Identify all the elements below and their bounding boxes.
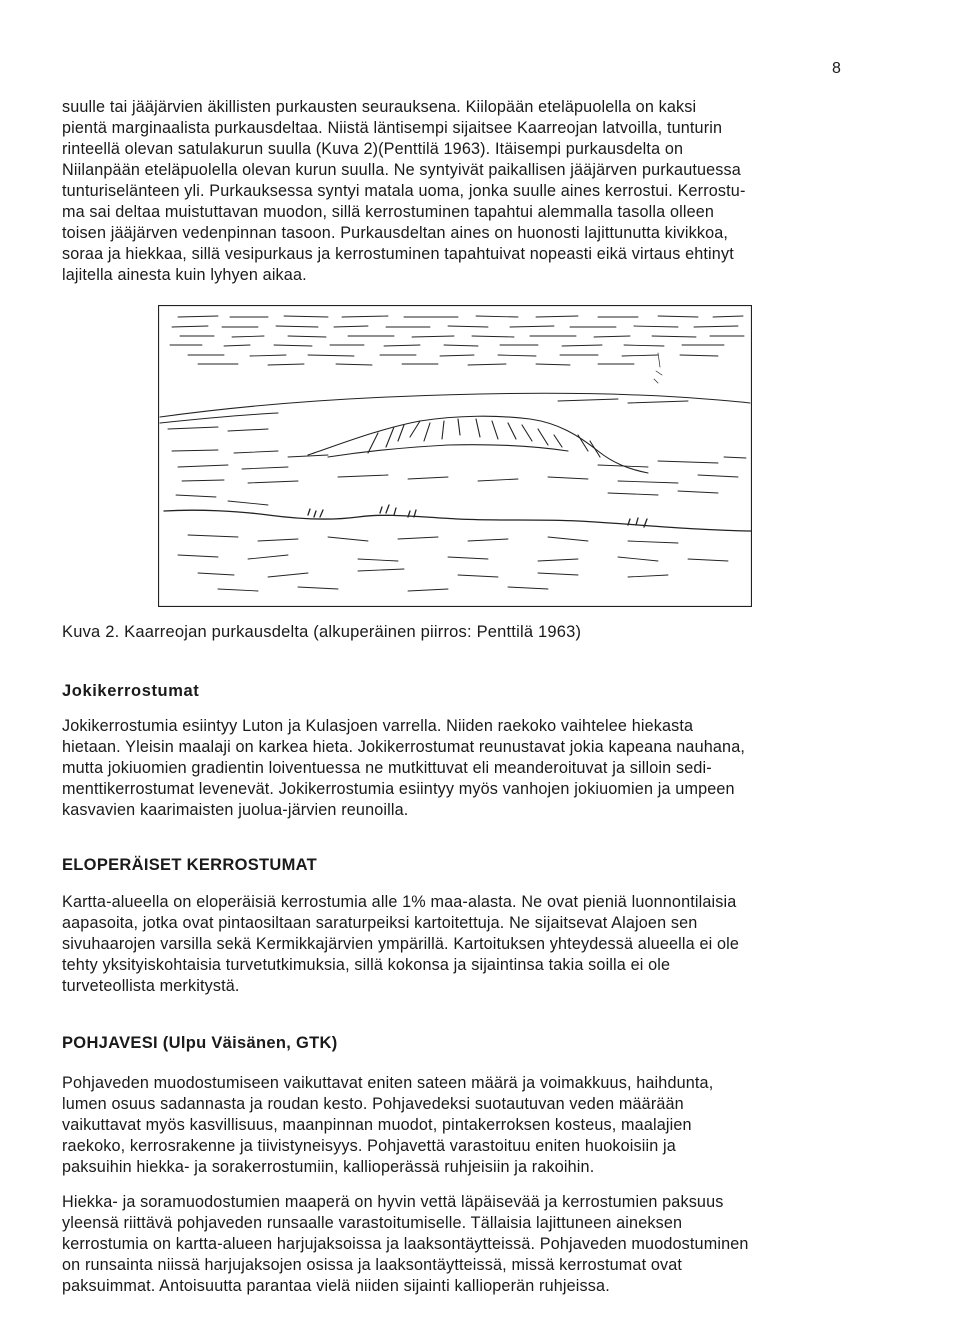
section-heading-pohjavesi: POHJAVESI (Ulpu Väisänen, GTK) <box>62 1034 338 1052</box>
text-line: mutta jokiuomien gradientin loiventuessa ne mutkittuvat eli meanderoituvat ja silloin sedi- <box>62 759 712 777</box>
text-line: Pohjaveden muodostumiseen vaikuttavat eniten sateen määrä ja voimakkuus, haihdunta, <box>62 1074 714 1092</box>
text-line: hietaan. Yleisin maalaji on karkea hieta. Jokikerrostumat reunustavat jokia kapeana nauhana, <box>62 738 745 756</box>
foreground-strokes <box>178 535 728 591</box>
text-line: Kartta-alueella on eloperäisiä kerrostumia alle 1% maa-alasta. Ne ovat pieniä luonnontilaisia <box>62 893 737 911</box>
intro-paragraph <box>62 97 842 286</box>
text-line: lajitella ainesta kuin lyhyen aikaa. <box>62 266 307 284</box>
page-number: 8 <box>832 60 841 77</box>
sky-strokes <box>170 316 744 365</box>
text-line: kasvavien kaarimaisten juolua-järvien reunoilla. <box>62 801 409 819</box>
text-line: paksuimmat. Antoisuutta parantaa vielä niiden sijainti kallioperän ruhjeissa. <box>62 1277 610 1295</box>
text-line: on runsainta niissä harjujaksojen osissa ja laaksontäytteissä, missä kerrostumat ovat <box>62 1256 683 1274</box>
shoreline-strokes <box>164 505 751 531</box>
figure-frame <box>159 306 752 607</box>
text-line: sivuhaarojen varsilla sekä Kermikkajärvien ympärillä. Kartoituksen yhteydessä alueella ei ole <box>62 935 740 953</box>
text-line: rinteellä olevan satulakurun suulla (Kuva 2)(Penttilä 1963). Itäisempi purkausdelta on <box>62 140 684 158</box>
midground-strokes <box>172 450 746 505</box>
text-line: soraa ja hiekkaa, sillä vesipurkaus ja kerrostuminen tapahtuivat nopeasti eikä virtaus ehtinyt <box>62 245 734 263</box>
section-heading-eloperaiset: ELOPERÄISET KERROSTUMAT <box>62 856 318 874</box>
text-line: turveteollista merkitystä. <box>62 977 240 995</box>
ridge-strokes <box>160 393 750 431</box>
eloperaiset-paragraph <box>62 892 842 997</box>
text-line: menttikerrostumat levenevät. Jokikerrostumia esiintyy myös vanhojen jokiuomien ja umpeen <box>62 780 735 798</box>
pohjavesi-paragraph-1 <box>62 1073 842 1178</box>
text-line: toisen jääjärven vedenpinnan tasoon. Purkausdeltan aines on huonosti lajittunutta kivikkoa, <box>62 224 729 242</box>
delta-sketch-drawing <box>158 305 752 607</box>
pohjavesi-paragraph-2 <box>62 1192 842 1297</box>
text-line: pientä marginaalista purkausdeltaa. Niistä läntisempi sijaitsee Kaarreojan latvoilla, tunturin <box>62 119 723 137</box>
text-line: Jokikerrostumia esiintyy Luton ja Kulasjoen varrella. Niiden raekoko vaihtelee hiekasta <box>62 717 694 735</box>
text-line: Niilanpään eteläpuolella olevan kurun suulla. Ne syntyivät paikallisen jääjärven purkautuessa <box>62 161 741 179</box>
text-line: paksuihin hiekka- ja sorakerrostumiin, kallioperässä ruhjeisiin ja rakoihin. <box>62 1158 595 1176</box>
text-line: Hiekka- ja soramuodostumien maaperä on hyvin vettä läpäisevää ja kerrostumien paksuus <box>62 1193 724 1211</box>
delta-sketch-figure <box>158 305 752 607</box>
jokikerrostumat-paragraph <box>62 716 842 821</box>
text-line: raekoko, kerrosrakenne ja tiivistyneisyys. Pohjavettä varastoituu eniten huokoisiin ja <box>62 1137 676 1155</box>
text-line: tehty yksityiskohtaisia turvetutkimuksia, sillä kokonsa ja sijaintinsa takia soilla ei ole <box>62 956 671 974</box>
section-heading-jokikerrostumat: Jokikerrostumat <box>62 682 200 700</box>
text-line: lumen osuus sadannasta ja roudan kesto. Pohjavedeksi suotautuvan veden määrään <box>62 1095 684 1113</box>
text-line: aapasoita, jotka ovat pintaosiltaan saraturpeiksi kartoitettuja. Ne sijaitsevat Alajoen sen <box>62 914 698 932</box>
text-line: suulle tai jääjärvien äkillisten purkausten seurauksena. Kiilopään eteläpuolella on kaksi <box>62 98 697 116</box>
sky-mark <box>654 353 662 383</box>
figure-caption: Kuva 2. Kaarreojan purkausdelta (alkuperäinen piirros: Penttilä 1963) <box>62 623 582 641</box>
delta-body-strokes <box>308 416 648 473</box>
text-line: vaikuttavat myös kasvillisuus, maanpinnan muodot, pintakerroksen kosteus, maalajien <box>62 1116 692 1134</box>
text-line: kerrostumia on kartta-alueen harjujaksoissa ja laaksontäytteissä. Pohjaveden muodostuminen <box>62 1235 749 1253</box>
text-line: ma sai deltaa muistuttavan muodon, sillä kerrostuminen tapahtui alemmalla tasolla olleen <box>62 203 715 221</box>
text-line: yleensä riittävä pohjaveden runsaalle varastoitumiselle. Tällaisia lajittuneen aineksen <box>62 1214 683 1232</box>
text-line: tunturiselänteen yli. Purkauksessa syntyi matala uoma, jonka suulle aines kerrostui. Kerrostu- <box>62 182 746 200</box>
